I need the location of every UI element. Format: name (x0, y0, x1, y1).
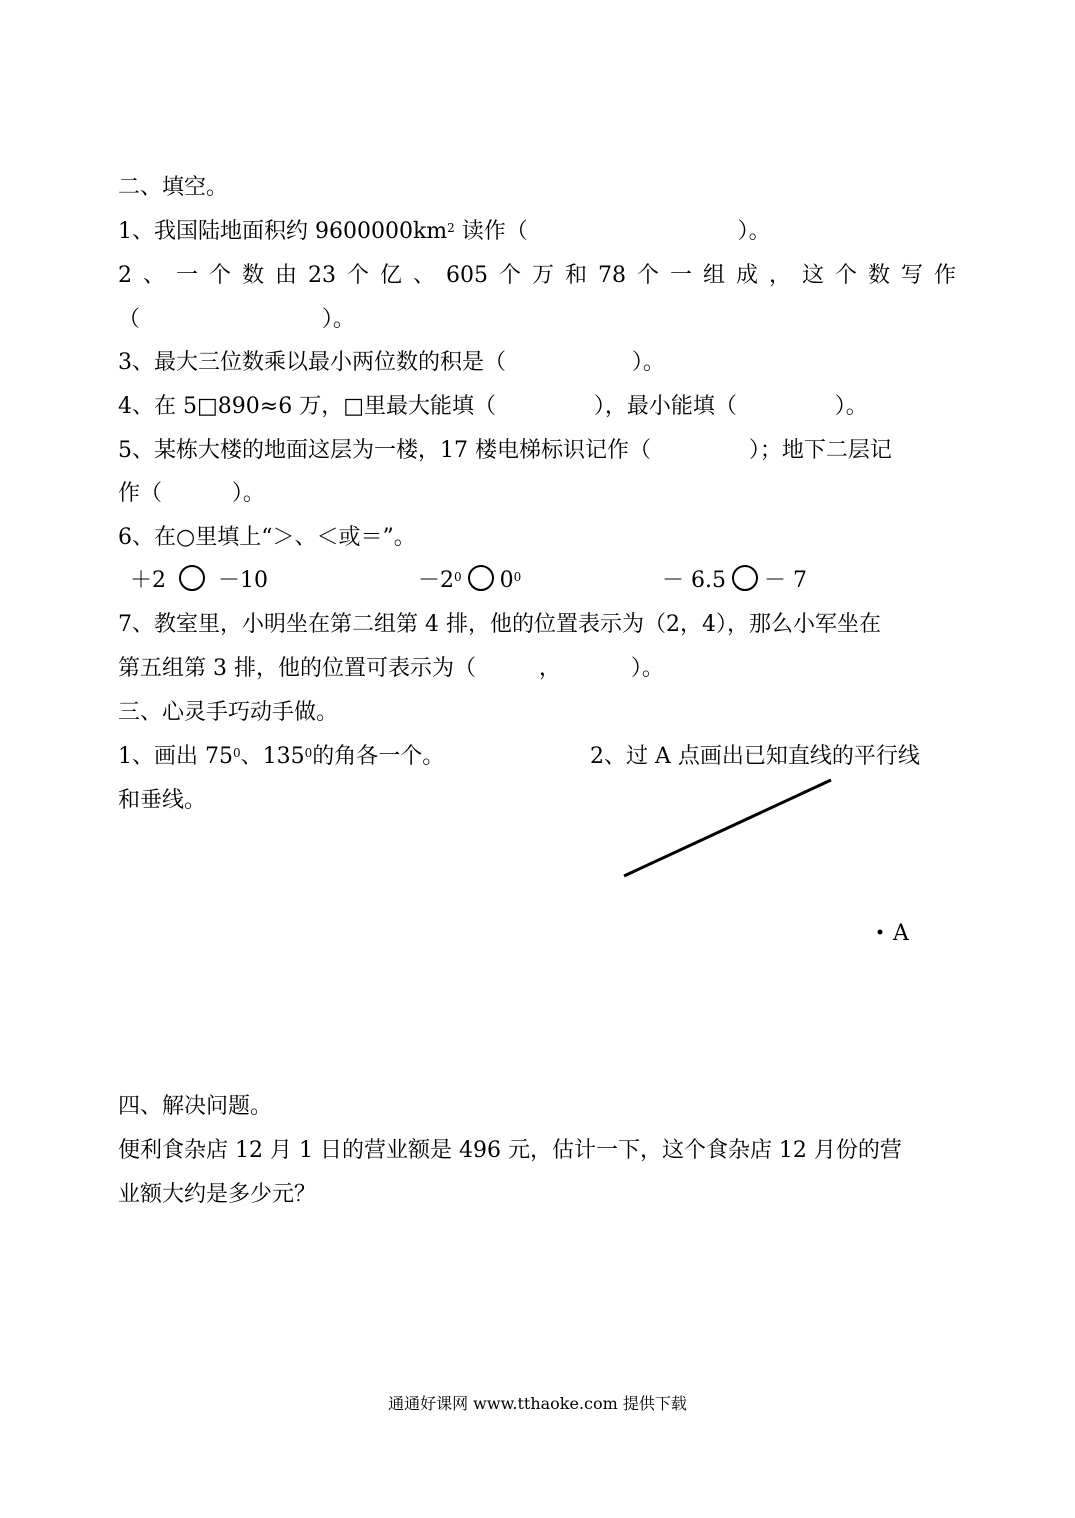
q2-token: 这 (801, 263, 824, 288)
q5-line1: 5、某栋大楼的地面这层为一楼，17 楼电梯标识记作（ ）；地下二层记 (118, 438, 892, 463)
q7-line2: 第五组第 3 排，他的位置可表示为（ ， ）。 (118, 656, 664, 681)
q2-token: ， (768, 263, 791, 288)
q2-token: 万 (531, 263, 554, 288)
s3-q2-line1: 2、过 A 点画出已知直线的平行线 (590, 744, 920, 769)
q2-token: 数 (241, 263, 264, 288)
q2-token: 、 (142, 263, 165, 288)
q2-token: 个 (636, 263, 659, 288)
q2-token: 和 (564, 263, 587, 288)
q2-token: 23 (307, 263, 336, 288)
q3: 3、最大三位数乘以最小两位数的积是（ ）。 (118, 350, 665, 375)
q2-line2: （ ）。 (118, 307, 355, 332)
q2-token: 个 (834, 263, 857, 288)
q4: 4、在 5□890≈6 万，□里最大能填（ ），最小能填（ ）。 (118, 394, 868, 419)
point-a (878, 930, 883, 935)
section2-heading: 二、填空。 (118, 175, 229, 200)
q2-token: 78 (597, 263, 626, 288)
q2-token: 成 (735, 263, 758, 288)
q2-token: 写 (900, 263, 923, 288)
q6: 6、在○里填上“＞、＜或＝”。 (118, 525, 416, 550)
section3-heading: 三、心灵手巧动手做。 (118, 700, 339, 725)
q2-token: 个 (208, 263, 231, 288)
q5-line2: 作（ ）。 (118, 481, 265, 506)
point-a-label: A (893, 921, 909, 946)
q2-token: 个 (498, 263, 521, 288)
q2-token: 数 (867, 263, 890, 288)
compare-1: ＋2 －10 (130, 567, 268, 595)
q1: 1、我国陆地面积约 $9600000km^2$ 读作（ ）。 (118, 219, 771, 244)
q2-token: 组 (702, 263, 725, 288)
s3-q1: 1、画出 $75^0$、$135^0$的角各一个。 (118, 744, 445, 769)
q2-token: 605 (445, 263, 488, 288)
section4-heading: 四、解决问题。 (118, 1094, 273, 1119)
q7-line1: 7、教室里，小明坐在第二组第 4 排，他的位置表示为（2，4），那么小军坐在 (118, 612, 881, 637)
compare-2: $-2^0$ $0^0$ (418, 567, 521, 595)
q2-token: 亿 (379, 263, 402, 288)
q2-token: 2 (118, 263, 132, 288)
q2-token: 个 (346, 263, 369, 288)
compare-3: － 6.5 － 7 (662, 567, 807, 595)
q2-token: 由 (274, 263, 297, 288)
problem-line2: 业额大约是多少元？ (118, 1182, 317, 1207)
q2-token: 一 (175, 263, 198, 288)
q2-token: 、 (412, 263, 435, 288)
q2-token: 作 (933, 263, 956, 288)
s3-q2-line2: 和垂线。 (118, 788, 207, 813)
footer: 通通好课网 www.tthaoke.com 提供下载 (388, 1394, 687, 1413)
q2-token: 一 (669, 263, 692, 288)
problem-line1: 便利食杂店 12 月 1 日的营业额是 496 元，估计一下，这个食杂店 12 月份的营 (118, 1138, 902, 1163)
given-line (624, 780, 831, 876)
